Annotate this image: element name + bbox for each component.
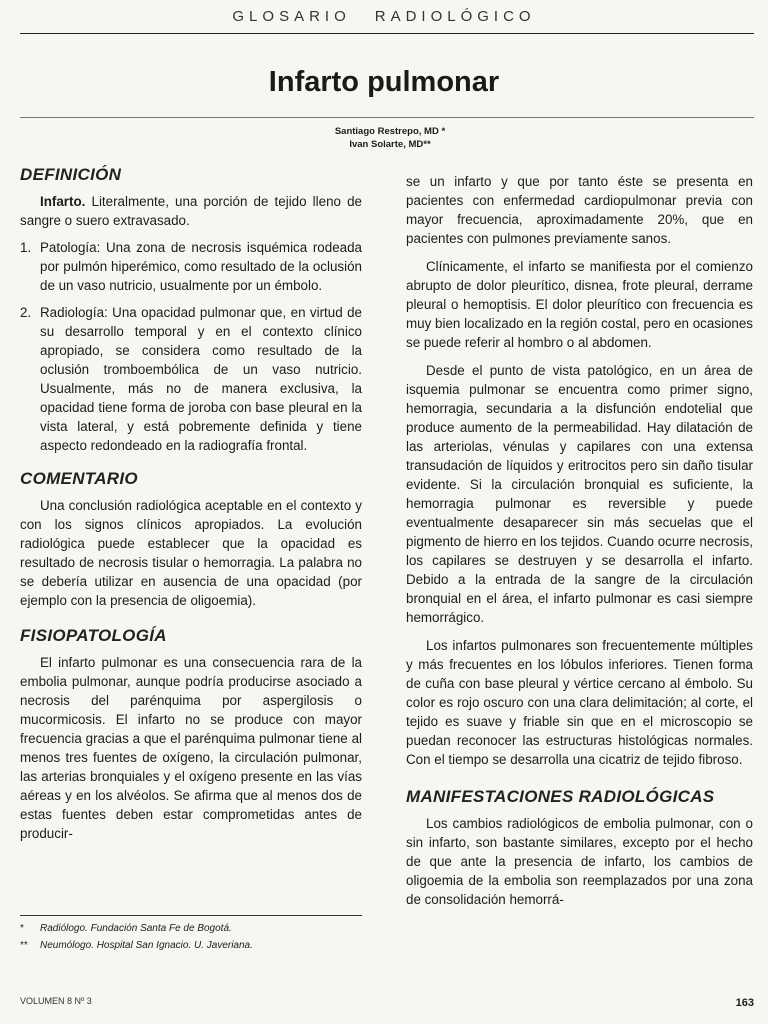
body-paragraph: Clínicamente, el infarto se manifiesta por el comienzo abrupto de dolor pleurítico, disnea, frote pleural, derrame pleural o hemoptisis. El dolor pleurítico con frecuencia es muy bien localizado en la región costal, pero en ocasiones se puede referir al hombro o al abdomen. [406, 259, 753, 350]
running-header-word-2: RADIOLÓGICO [374, 8, 536, 25]
footnote-text: Radiólogo. Fundación Santa Fe de Bogotá. [40, 923, 232, 934]
running-header [20, 8, 748, 25]
list-item [20, 238, 362, 295]
title-rule [20, 117, 754, 118]
footnote-mark: ** [20, 940, 28, 951]
section-heading-definicion: DEFINICIÓN [20, 165, 122, 184]
definition-paragraph [20, 192, 362, 230]
header-rule [20, 33, 754, 34]
comentario-paragraph: Una conclusión radiológica aceptable en el contexto y con los signos clínicos apropiados. La evolución radiológica puede establecer que la opacidad es resultado de necrosis tisular o hemorragia. La palabra no se debería utilizar en ausencia de una opacidad (por ejemplo con la presencia de oligoemia). [20, 498, 362, 608]
article-title: Infarto pulmonar [268, 66, 500, 98]
body-paragraph: se un infarto y que por tanto éste se presenta en pacientes con enfermedad cardiopulmonar previa con mayor frecuencia, aproximadamente 20%, que en pacientes con pulmones previamente sanos. [406, 174, 753, 246]
footnote-text: Neumólogo. Hospital San Ignacio. U. Javeriana. [40, 940, 253, 951]
page-number: 163 [735, 997, 754, 1009]
left-column [20, 165, 362, 843]
author-block [280, 125, 500, 151]
footnote [20, 937, 362, 954]
footnote [20, 920, 362, 937]
list-item-text: Radiología: Una opacidad pulmonar que, en virtud de su desarrollo temporal y en el contexto clínico apropiado, se considera como resultado de la oclusión tromboembólica de un vaso nutricio. Usualmente, más no de manera exclusiva, la opacidad tiene forma de joroba con base pleural en la vista lateral, y está pobremente definida y tiene aspecto redondeado en la radiografía frontal. [40, 305, 362, 453]
section-heading-fisiopatologia: FISIOPATOLOGÍA [20, 626, 167, 645]
body-paragraph: Los cambios radiológicos de embolia pulmonar, con o sin infarto, son bastante similares, excepto por el hecho de que ante la presencia de infarto, los cambios de oligoemia de la embolia son reemplazados por una zona de consolidación hemorrá- [406, 816, 753, 907]
footnotes [20, 920, 362, 954]
footnote-mark: * [20, 923, 24, 934]
running-header-word-1: GLOSARIO [232, 8, 351, 25]
section-heading-manifestaciones: MANIFESTACIONES RADIOLÓGICAS [406, 787, 715, 806]
footnote-rule [20, 915, 362, 916]
section-heading-comentario: COMENTARIO [20, 469, 138, 488]
definition-intro: Literalmente, una porción de tejido lleno de sangre o suero extravasado. [20, 194, 362, 228]
list-item-number: 1. [20, 240, 32, 255]
list-item [20, 303, 362, 455]
body-paragraph: Los infartos pulmonares son frecuentemente múltiples y más frecuentes en los lóbulos inferiores. Tienen forma de cuña con base pleural y vértice cercano al émbolo. Su color es rojo oscuro con una clara delimitación; al corte, el tejido es suave y friable sin que en el microscopio se puedan reconocer las estructuras histológicas normales. Con el tiempo se desarrolla una cicatriz de tejido fibroso. [406, 638, 753, 767]
right-column [406, 172, 753, 909]
body-paragraph: Desde el punto de vista patológico, en un área de isquemia pulmonar se encuentra como primer signo, hemorragia, secundaria a la disfunción endotelial que produce aumento de la permeabilidad. Hay dilatación de las arteriolas, vénulas y capilares con una extensa transudación de líquidos y eritrocitos pero sin daño tisular evidente. Si la circulación bronquial es suficiente, la hemorragia pulmonar es reversible y puede eventualmente desaparecer sin más secuelas que el pigmento de hierro en los tejidos. Cuando ocurre necrosis, los capilares se destruyen y se desarrolla el infarto. Debido a la entrada de la sangre de la circulación bronquial en el área, el infarto pulmonar es casi siempre hemorrágico. [406, 363, 753, 625]
definition-list [20, 238, 362, 455]
list-item-number: 2. [20, 305, 32, 320]
volume-label: VOLUMEN 8 Nº 3 [20, 996, 92, 1006]
fisiopatologia-paragraph: El infarto pulmonar es una consecuencia rara de la embolia pulmonar, aunque podría producirse asociado a necrosis del parénquima por aspergilosis o mucormicosis. El infarto no se produce con mayor frecuencia gracias a que el parénquima pulmonar tiene al menos tres fuentes de oxígeno, la circulación pulmonar, las arterias bronquiales y el oxígeno presente en las vías aéreas y en los alvéolos. Se afirma que al menos dos de estas fuentes deben estar comprometidas antes de producir- [20, 655, 362, 841]
author-1: Santiago Restrepo, MD * [334, 126, 446, 137]
list-item-text: Patología: Una zona de necrosis isquémica rodeada por pulmón hiperémico, como resultado de la oclusión de un vaso nutricio, usualmente por un émbolo. [40, 240, 362, 293]
definition-term: Infarto. [40, 194, 86, 209]
author-2: Ivan Solarte, MD** [349, 139, 431, 150]
